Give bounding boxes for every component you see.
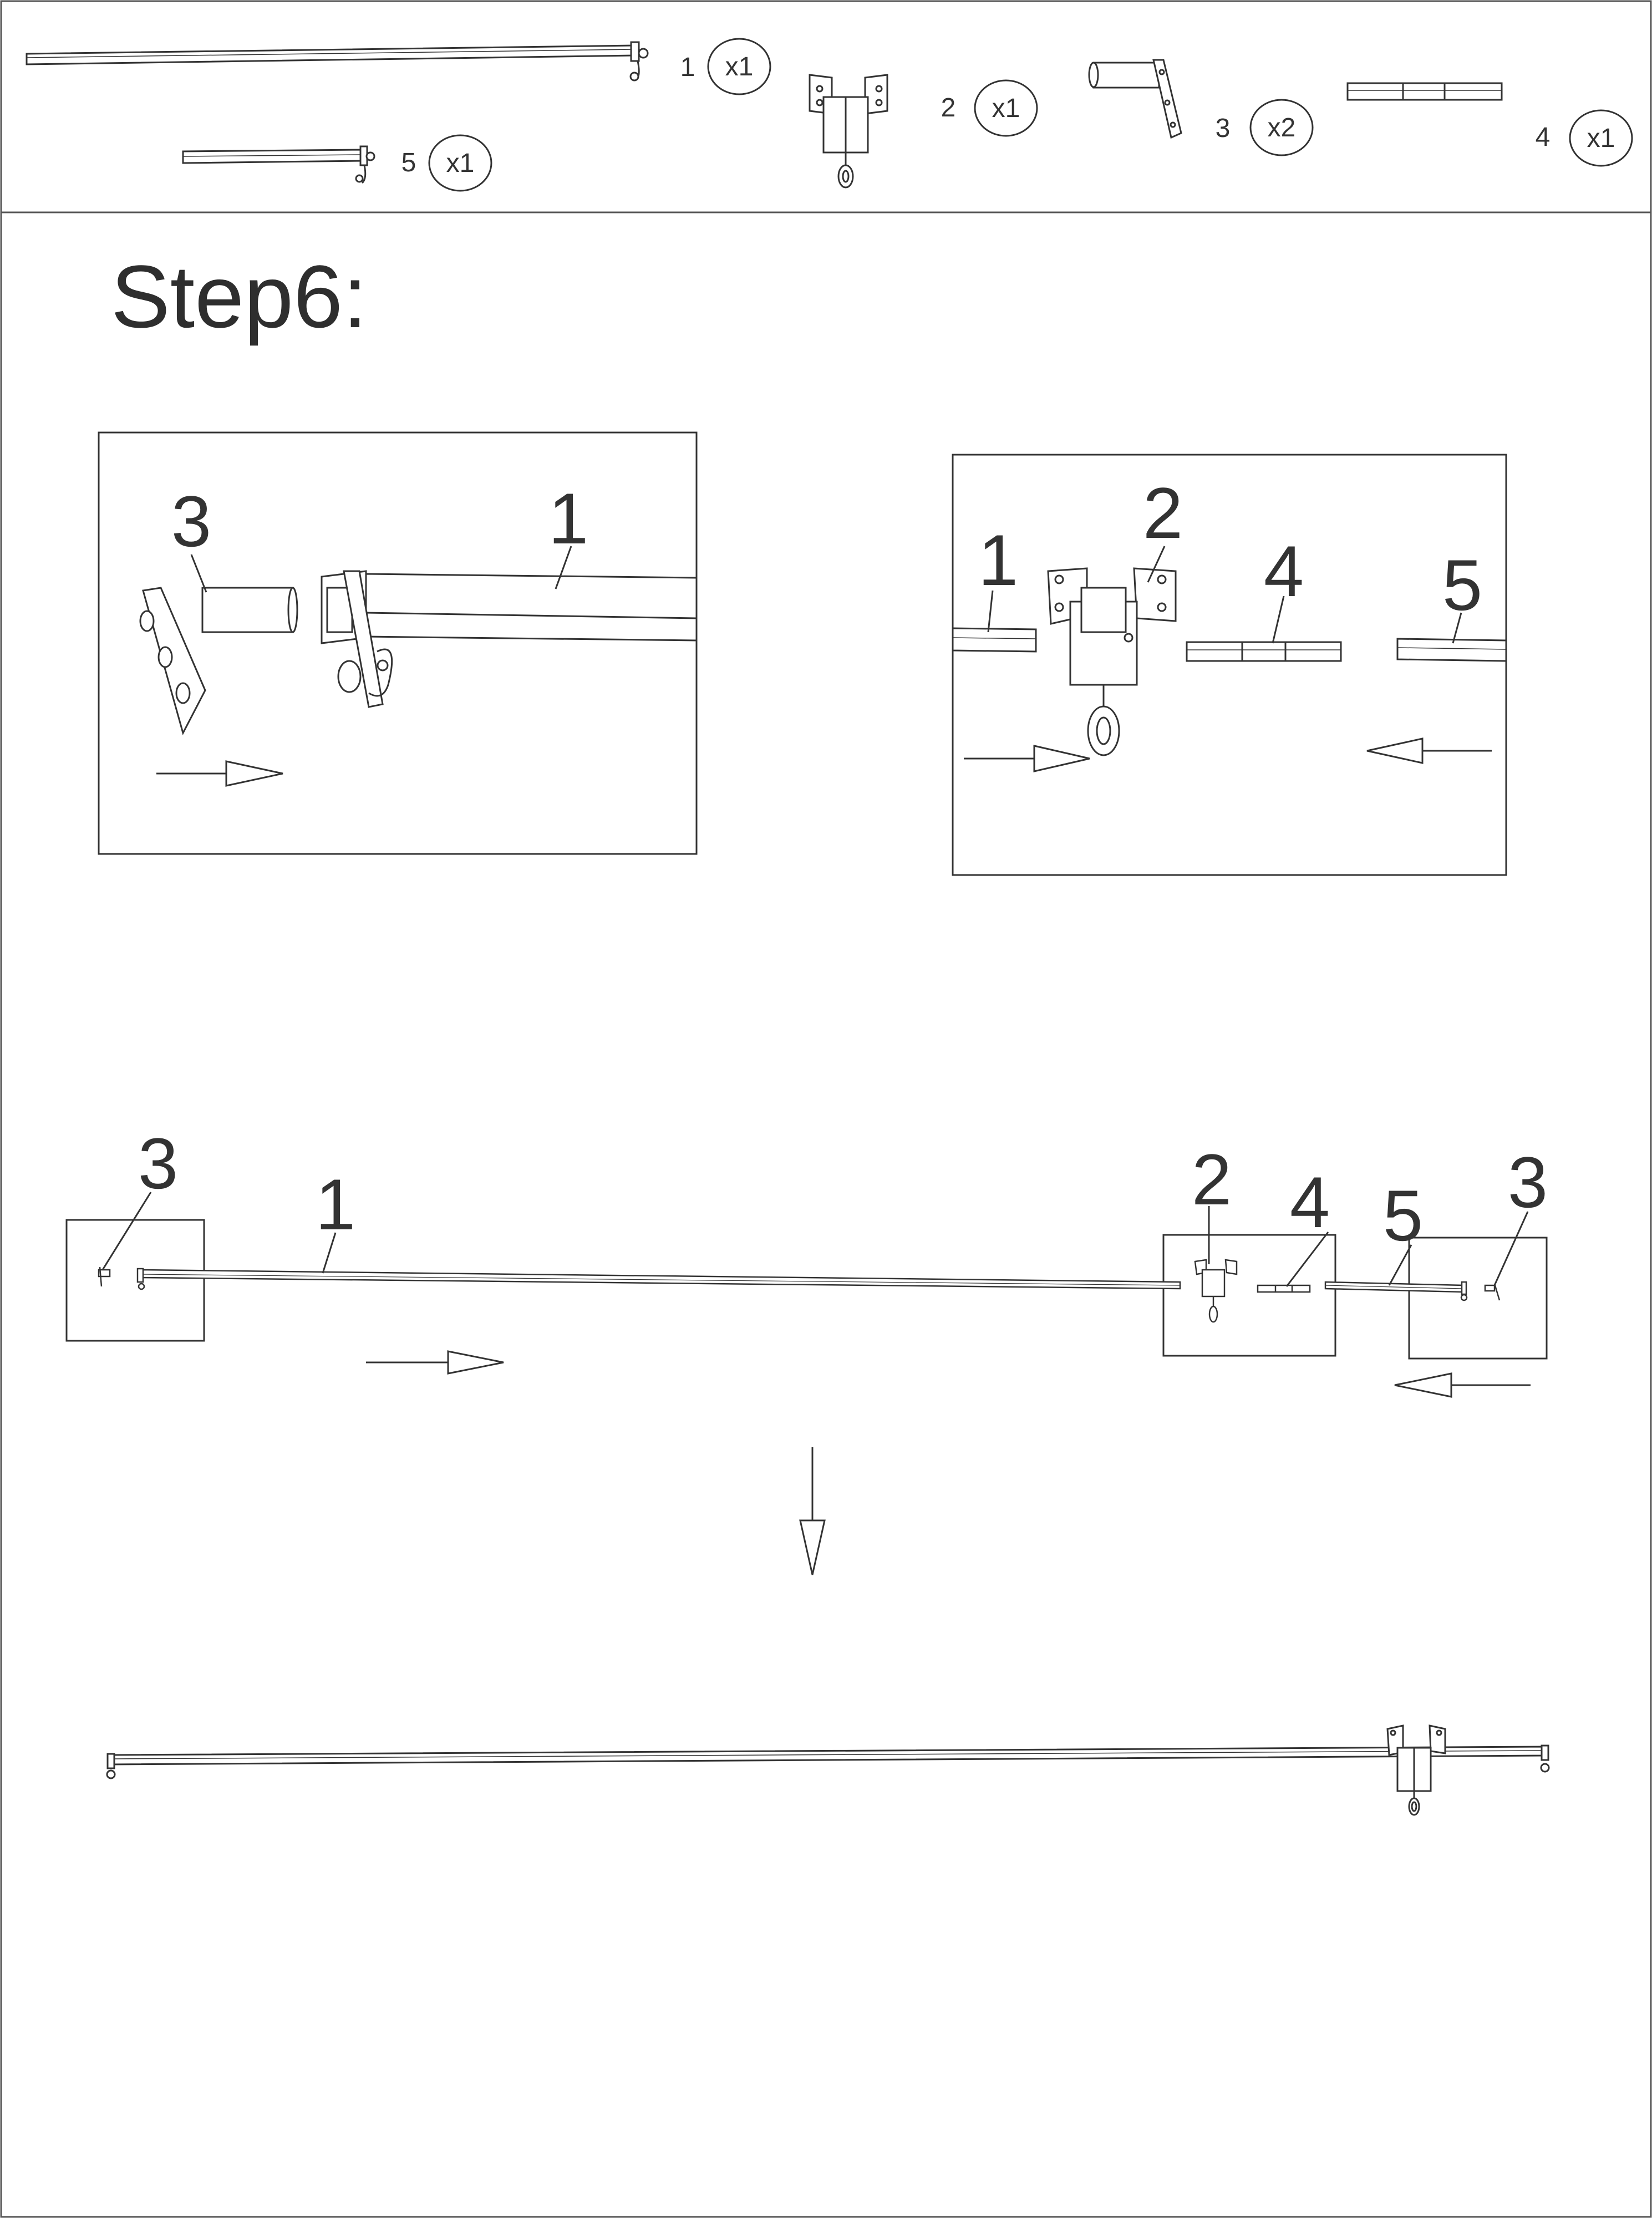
- detail-left-part-1-drawing: [322, 571, 697, 707]
- detail-right-label-2: 2: [1142, 472, 1183, 553]
- detail-right-label-5: 5: [1442, 545, 1483, 625]
- detail-left-arrow-right-icon: [156, 761, 283, 786]
- detail-left-label-1: 1: [548, 478, 589, 559]
- part-5-short-bar: [183, 146, 374, 183]
- detail-right-panel: [953, 455, 1506, 875]
- overview-assembly: [67, 1123, 1548, 1397]
- detail-left-part-3-drawing: [140, 588, 297, 733]
- detail-left-label-3: 3: [171, 481, 212, 562]
- part-1-long-bar: [27, 42, 648, 80]
- part-3-number: 3: [1215, 114, 1231, 143]
- part-3-qty: x2: [1267, 113, 1296, 143]
- detail-right-arrow-left-icon: [1367, 739, 1492, 763]
- detail-right-part-4-drawing: [1187, 642, 1341, 661]
- overview-label-1: 1: [315, 1164, 356, 1245]
- detail-right-label-4: 4: [1263, 531, 1304, 612]
- part-3-plate-tube-icon: [1089, 60, 1181, 138]
- part-2-number: 2: [941, 93, 956, 123]
- overview-box-middle: [1163, 1235, 1335, 1356]
- part-1-qty: x1: [725, 52, 754, 82]
- overview-label-4: 4: [1289, 1162, 1330, 1243]
- overview-parts-drawing: [99, 1260, 1499, 1322]
- overview-arrow-right-icon: [366, 1351, 504, 1373]
- overview-label-2: 2: [1191, 1139, 1232, 1220]
- part-1-number: 1: [680, 53, 695, 82]
- parts-list: [27, 39, 1632, 191]
- final-assembly-drawing: [107, 1726, 1549, 1815]
- part-2-qty: x1: [992, 94, 1020, 123]
- detail-left-panel: [99, 433, 697, 854]
- overview-label-3-left: 3: [138, 1123, 179, 1204]
- part-4-qty: x1: [1587, 124, 1615, 153]
- arrow-down-icon: [800, 1447, 825, 1575]
- step-title: Step6:: [111, 247, 368, 346]
- overview-label-5: 5: [1382, 1175, 1424, 1256]
- detail-right-part-1-drawing: [953, 628, 1036, 652]
- detail-right-part-5-drawing: [1397, 639, 1506, 661]
- part-5-qty: x1: [446, 149, 475, 178]
- overview-arrow-left-icon: [1395, 1373, 1531, 1397]
- overview-box-right: [1409, 1238, 1547, 1359]
- overview-leader-3-left: [103, 1192, 151, 1270]
- detail-right-part-2-drawing: [1048, 568, 1176, 755]
- detail-right-label-1: 1: [978, 520, 1019, 601]
- part-2-bracket-icon: [810, 75, 887, 187]
- part-5-number: 5: [401, 148, 416, 177]
- overview-box-left: [67, 1220, 204, 1341]
- overview-label-3-right: 3: [1507, 1142, 1548, 1223]
- part-4-connector-tube-icon: [1348, 83, 1502, 100]
- detail-right-arrow-right-icon: [964, 746, 1090, 771]
- part-4-number: 4: [1535, 123, 1551, 152]
